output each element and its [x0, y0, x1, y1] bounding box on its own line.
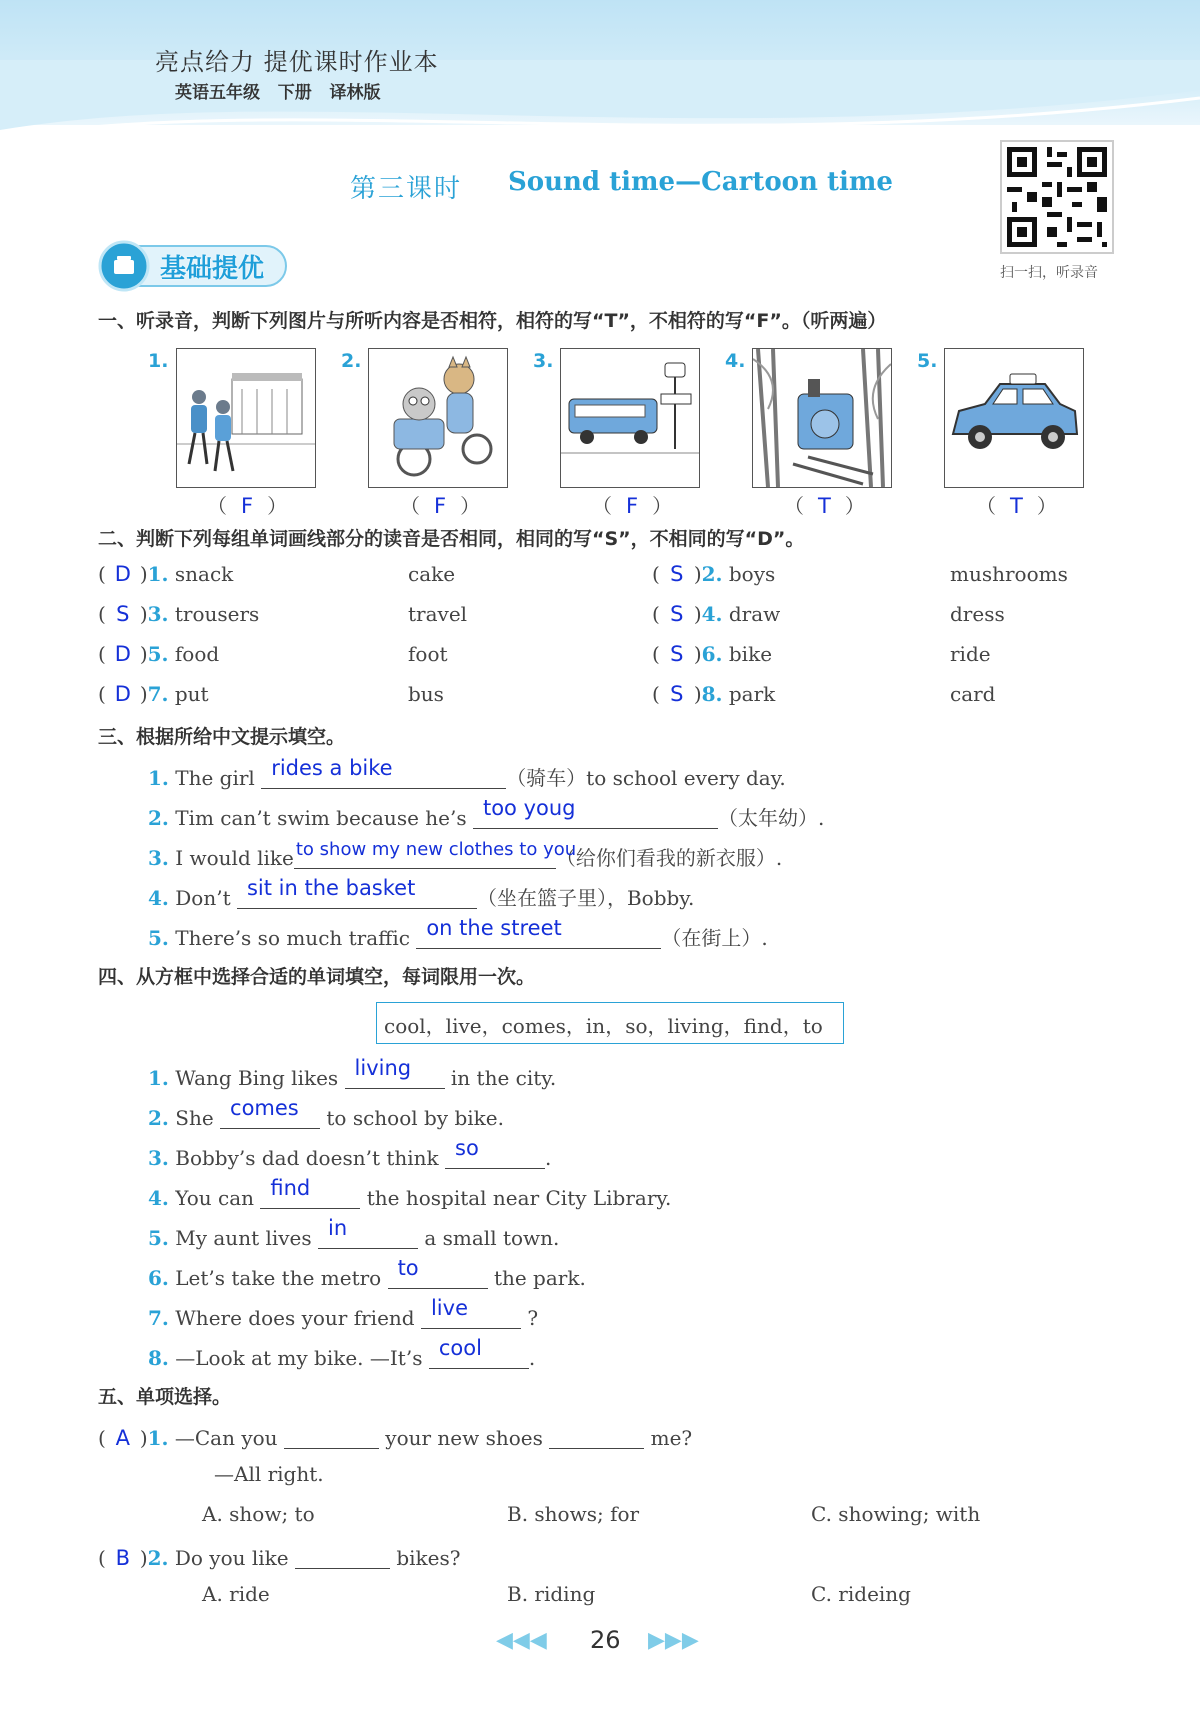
mc-question-2: ( B )2. Do you like bikes? [98, 1542, 461, 1570]
word: travel [408, 602, 468, 626]
fill-item [148, 1096, 504, 1130]
answer-value: T [1010, 494, 1023, 518]
option-b[interactable]: B. riding [507, 1582, 596, 1606]
item-text: Don’t [175, 886, 231, 910]
item-number: 3. [148, 846, 169, 870]
answer-value: D [114, 682, 131, 706]
item-text: She [175, 1106, 214, 1130]
fill-item [148, 839, 783, 871]
prev-arrows-icon: ◀◀◀ [496, 1628, 547, 1653]
item-text: . [545, 1146, 552, 1170]
item-number: 2. [148, 806, 169, 830]
answer-value: D [114, 562, 131, 586]
answer-blank[interactable] [549, 1422, 644, 1449]
item-number: 1. [147, 1426, 169, 1450]
answer-paren-5: （ T ） [976, 494, 1057, 518]
answer-blank[interactable] [294, 839, 577, 869]
picture-cats-bike [368, 348, 508, 488]
item-text: Tim can’t swim because he’s [175, 806, 467, 830]
item-number: 7. [147, 682, 169, 706]
item-text: me? [650, 1426, 693, 1450]
fill-item [148, 796, 825, 831]
section5-heading: 五、单项选择。 [98, 1386, 232, 1408]
answer-paren-4: （ T ） [784, 494, 865, 518]
phonics-row: ( S )4. draw [652, 602, 781, 626]
item-number: 4. [148, 886, 169, 910]
picture-taxi [944, 348, 1084, 488]
pic-number: 4. [725, 350, 746, 372]
answer-paren-2: （ F ） [400, 494, 481, 518]
item-text: ? [527, 1306, 539, 1330]
answer-value: rides a bike [271, 756, 393, 780]
word: cake [408, 562, 456, 586]
answer-blank[interactable] [220, 1096, 320, 1129]
fill-item [148, 1256, 586, 1290]
answer-value: F [241, 494, 254, 518]
word: boys [728, 562, 776, 586]
pic-number: 2. [341, 350, 362, 372]
phonics-row: ( D )1. snack [98, 562, 234, 586]
item-text: My aunt lives [175, 1226, 312, 1250]
fill-item [148, 1296, 539, 1330]
answer-blank[interactable] [295, 1542, 390, 1569]
fill-item [148, 756, 786, 791]
item-text: a small town. [424, 1226, 560, 1250]
answer-value: in [328, 1216, 348, 1240]
item-text: —Can you [174, 1426, 278, 1450]
option-a[interactable]: A. show; to [202, 1502, 315, 1526]
word: trousers [174, 602, 260, 626]
phonics-row: ( S )2. boys [652, 562, 776, 586]
picture-bus-stop [560, 348, 700, 488]
lesson-title-cn: 第三课时 [350, 174, 463, 204]
word: draw [728, 602, 781, 626]
picture-children-library [176, 348, 316, 488]
word: food [174, 642, 220, 666]
answer-value: T [818, 494, 831, 518]
item-text: （在街上）. [661, 926, 768, 950]
answer-blank[interactable] [421, 1296, 521, 1329]
answer-blank[interactable] [445, 1136, 545, 1169]
word: card [950, 682, 996, 706]
section1-heading: 一、听录音，判断下列图片与所听内容是否相符，相符的写“T”，不相符的写“F”。（听两遍） [98, 310, 887, 332]
item-text: the hospital near City Library. [366, 1186, 672, 1210]
option-b[interactable]: B. shows; for [507, 1502, 640, 1526]
option-c[interactable]: C. rideing [811, 1582, 911, 1606]
answer-blank[interactable] [318, 1216, 418, 1249]
item-number: 5. [148, 926, 169, 950]
item-text: There’s so much traffic [175, 926, 410, 950]
item-text: to school by bike. [326, 1106, 504, 1130]
pic-number: 5. [917, 350, 938, 372]
word: mushrooms [950, 562, 1068, 586]
fill-item [148, 876, 695, 911]
book-subtitle: 英语五年级 下册 译林版 [175, 83, 381, 103]
item-number: 8. [148, 1346, 169, 1370]
book-title: 亮点给力 提优课时作业本 [155, 48, 439, 76]
word: put [174, 682, 209, 706]
item-number: 2. [701, 562, 723, 586]
answer-value: cool [438, 1336, 482, 1360]
item-text: You can [175, 1186, 254, 1210]
item-number: 4. [701, 602, 723, 626]
answer-value: to [397, 1256, 419, 1280]
fill-item [148, 916, 768, 951]
answer-value: too youg [482, 796, 576, 820]
answer-paren-3: （ F ） [592, 494, 673, 518]
item-text: （太年幼）. [717, 806, 825, 830]
item-text: Where does your friend [175, 1306, 415, 1330]
fill-item [148, 1336, 536, 1370]
answer-blank[interactable] [260, 1176, 360, 1209]
word: park [728, 682, 776, 706]
answer-value: S [116, 602, 130, 626]
item-number: 6. [701, 642, 723, 666]
answer-blank[interactable] [416, 916, 661, 949]
item-number: 2. [148, 1106, 169, 1130]
item-text: Bobby’s dad doesn’t think [175, 1146, 439, 1170]
answer-value: comes [230, 1096, 299, 1120]
item-text: . [528, 1346, 536, 1370]
item-text: bikes? [396, 1546, 461, 1570]
word: bus [408, 682, 444, 706]
answer-value: living [354, 1056, 412, 1080]
item-text: —Look at my bike. —It’s [175, 1346, 423, 1370]
fill-item [148, 1176, 672, 1210]
item-number: 5. [147, 642, 169, 666]
page-number: 26 [590, 1626, 621, 1654]
item-text: your new shoes [385, 1426, 543, 1450]
answer-value: F [434, 494, 447, 518]
answer-value: on the street [426, 916, 562, 940]
picture-train-forest [752, 348, 892, 488]
answer-value: S [670, 682, 684, 706]
mc-question-1: ( A )1. —Can you your new shoes me? [98, 1422, 692, 1450]
qr-code-icon [1002, 142, 1112, 252]
answer-blank[interactable] [429, 1336, 529, 1369]
qr-caption: 扫一扫，听录音 [1000, 265, 1098, 281]
answer-value: B [115, 1546, 131, 1570]
section2-heading: 二、判断下列每组单词画线部分的读音是否相同，相同的写“S”，不相同的写“D”。 [98, 528, 805, 550]
item-text: Wang Bing likes [175, 1066, 339, 1090]
answer-blank[interactable] [261, 756, 506, 789]
answer-value: A [115, 1426, 130, 1450]
answer-value: S [670, 642, 684, 666]
option-a[interactable]: A. ride [202, 1582, 270, 1606]
option-c[interactable]: C. showing; with [811, 1502, 981, 1526]
mc-reply: —All right. [214, 1462, 324, 1486]
phonics-row: ( S )8. park [652, 682, 776, 706]
answer-value: live [430, 1296, 468, 1320]
answer-blank[interactable] [388, 1256, 488, 1289]
answer-blank[interactable] [237, 876, 477, 909]
section4-heading: 四、从方框中选择合适的单词填空，每词限用一次。 [98, 966, 536, 988]
answer-blank[interactable] [473, 796, 718, 829]
word-box-text: cool，live，comes，in，so，living，find，to [384, 1014, 823, 1038]
pic-number: 3. [533, 350, 554, 372]
answer-value: to show my new clothes to you [295, 839, 577, 860]
item-number: 8. [701, 682, 723, 706]
phonics-row: ( D )5. food [98, 642, 220, 666]
item-text: Let’s take the metro [175, 1266, 382, 1290]
item-number: 5. [148, 1226, 169, 1250]
item-number: 4. [148, 1186, 169, 1210]
word: ride [950, 642, 991, 666]
item-text: （坐在篮子里），Bobby. [476, 886, 695, 910]
next-arrows-icon: ▶▶▶ [648, 1628, 699, 1653]
fill-item [148, 1056, 557, 1090]
item-number: 7. [148, 1306, 169, 1330]
pic-number: 1. [148, 350, 169, 372]
badge-label: 基础提优 [160, 254, 265, 284]
item-number: 2. [147, 1546, 169, 1570]
word: foot [408, 642, 448, 666]
word: bike [728, 642, 773, 666]
item-number: 1. [147, 562, 169, 586]
phonics-row: ( S )6. bike [652, 642, 773, 666]
item-text: the park. [493, 1266, 586, 1290]
item-number: 1. [148, 766, 169, 790]
item-number: 3. [147, 602, 169, 626]
item-number: 3. [148, 1146, 169, 1170]
answer-value: S [670, 562, 684, 586]
word: dress [950, 602, 1005, 626]
item-number: 6. [148, 1266, 169, 1290]
lesson-title-en: Sound time—Cartoon time [508, 167, 893, 197]
item-text: （给你们看我的新衣服）. [555, 846, 783, 870]
answer-paren-1: （ F ） [207, 494, 288, 518]
phonics-row: ( D )7. put [98, 682, 209, 706]
answer-value: find [270, 1176, 311, 1200]
answer-value: sit in the basket [246, 876, 416, 900]
fill-item [148, 1216, 560, 1250]
answer-blank[interactable] [284, 1422, 379, 1449]
item-text: （骑车）to school every day. [506, 766, 786, 790]
answer-blank[interactable] [345, 1056, 445, 1089]
item-text: I would like [175, 846, 294, 870]
phonics-row: ( S )3. trousers [98, 602, 260, 626]
item-text: The girl [175, 766, 255, 790]
fill-item [148, 1136, 552, 1170]
item-number: 1. [148, 1066, 169, 1090]
item-text: Do you like [174, 1546, 289, 1570]
item-text: in the city. [450, 1066, 557, 1090]
word: snack [174, 562, 234, 586]
qr-code[interactable] [1000, 140, 1114, 254]
answer-value: F [626, 494, 639, 518]
section3-heading: 三、根据所给中文提示填空。 [98, 726, 346, 748]
answer-value: D [114, 642, 131, 666]
answer-value: S [670, 602, 684, 626]
answer-value: so [455, 1136, 479, 1160]
